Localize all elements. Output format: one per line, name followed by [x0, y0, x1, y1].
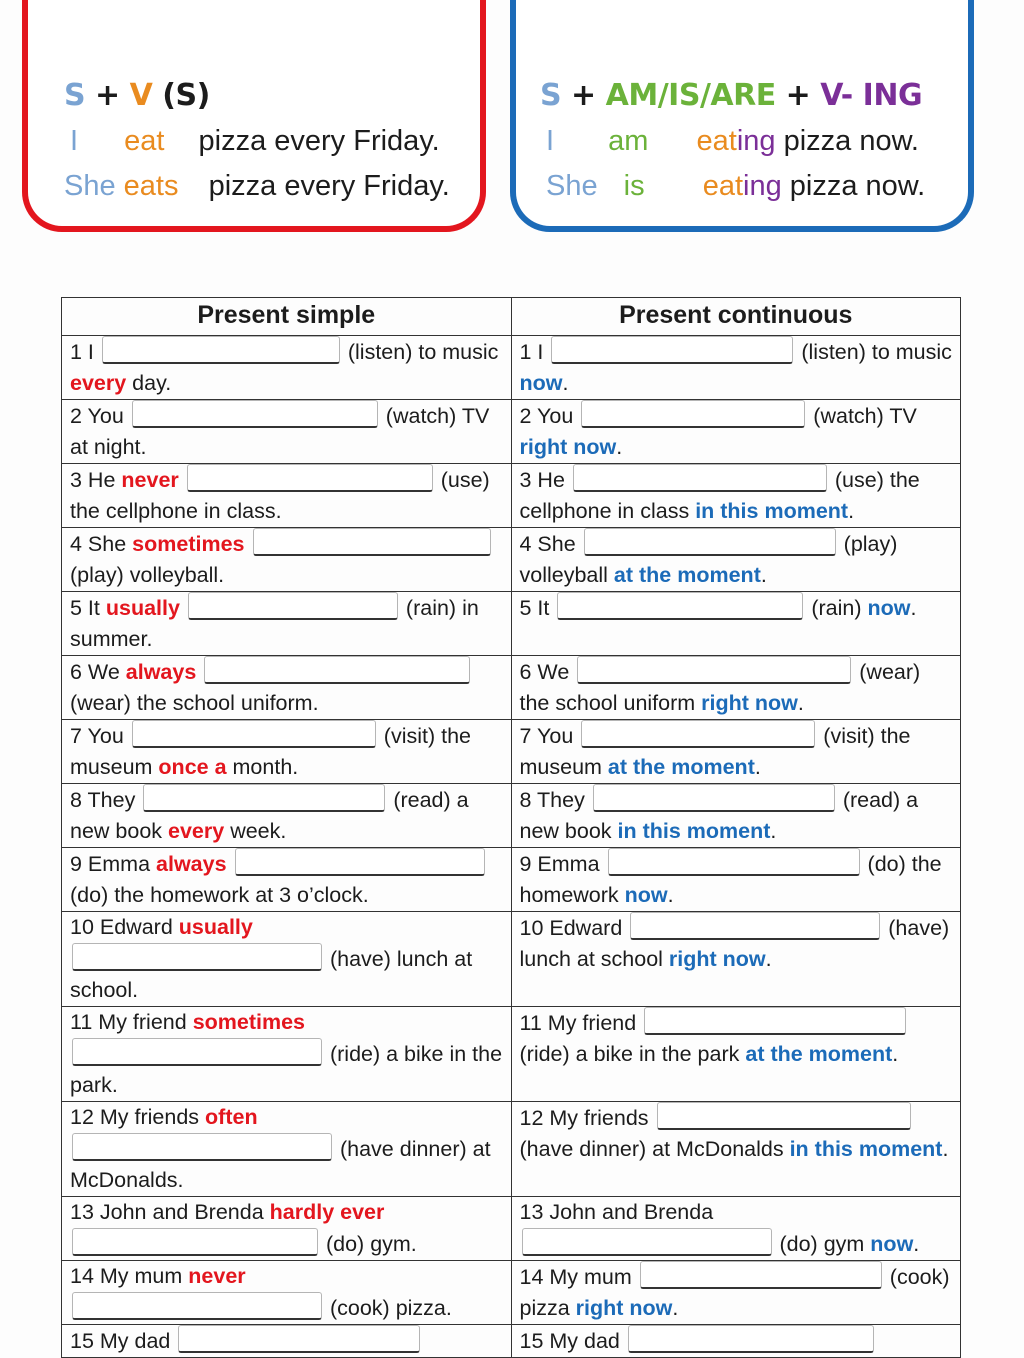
sentence-start: 5 It	[70, 596, 106, 620]
sentence-start: 6 We	[70, 660, 126, 684]
answer-input[interactable]	[132, 720, 376, 748]
sentence-end: .	[770, 819, 777, 843]
sentence-rest: (ride) a bike in the park.	[70, 1042, 503, 1097]
present-simple-cell	[62, 1007, 512, 1102]
sentence-start: 2 You	[519, 404, 574, 428]
sentence-middle: (watch) TV	[813, 404, 917, 428]
sentence-end: .	[562, 371, 569, 395]
answer-input[interactable]	[657, 1102, 911, 1130]
sentence-middle: (do) the homework	[519, 852, 942, 907]
sentence-end: .	[910, 596, 917, 620]
sentence-start: 15 My dad	[519, 1329, 620, 1353]
present-simple-cell	[62, 720, 512, 784]
sentence-end: .	[892, 1042, 899, 1066]
frequency-adverb: never	[121, 468, 179, 492]
frequency-adverb: never	[188, 1264, 246, 1288]
sentence-middle: (visit) the museum	[519, 724, 911, 779]
present-simple-cell	[62, 1261, 512, 1325]
table-row	[62, 336, 961, 400]
present-continuous-cell	[511, 720, 961, 784]
present-continuous-cell	[511, 912, 961, 1007]
answer-input[interactable]	[178, 1325, 420, 1353]
table-row	[62, 1325, 961, 1358]
present-continuous-cell	[511, 784, 961, 848]
present-simple-cell	[62, 912, 512, 1007]
sentence-start: 12 My friends	[70, 1105, 206, 1129]
time-expression: now	[624, 883, 668, 907]
sentence-middle: (have) lunch at school	[519, 916, 950, 971]
answer-input[interactable]	[235, 848, 485, 876]
answer-input[interactable]	[584, 528, 836, 556]
time-expression: in this moment	[617, 819, 771, 843]
present-simple-cell	[62, 400, 512, 464]
answer-input[interactable]	[551, 336, 793, 364]
time-expression: now	[867, 596, 911, 620]
answer-input[interactable]	[187, 464, 433, 492]
table-row	[62, 400, 961, 464]
present-simple-cell	[62, 336, 512, 400]
sentence-middle: (ride) a bike in the park	[519, 1042, 746, 1066]
sentence-start: 9 Emma	[519, 852, 600, 876]
sentence-end: .	[848, 499, 855, 523]
table-row	[62, 592, 961, 656]
example-1: I eat pizza every Friday.	[70, 125, 440, 157]
present-continuous-formula: S + AM/IS/ARE + V- ING	[540, 78, 923, 113]
table-row	[62, 1261, 961, 1325]
sentence-rest: (play) volleyball.	[70, 563, 225, 587]
frequency-adverb: once a	[158, 755, 227, 779]
sentence-middle: (read) a new book	[519, 788, 919, 843]
frequency-adverb: often	[205, 1105, 258, 1129]
answer-input[interactable]	[72, 1133, 332, 1161]
sentence-rest: (have dinner) at McDonalds.	[70, 1137, 491, 1192]
answer-input[interactable]	[522, 1228, 772, 1256]
answer-input[interactable]	[630, 912, 880, 940]
sentence-start: 1 I	[70, 340, 94, 364]
sentence-end: day.	[126, 371, 172, 395]
frequency-adverb: sometimes	[192, 1010, 306, 1034]
sentence-start: 10 Edward	[70, 915, 179, 939]
sentence-end: .	[760, 563, 767, 587]
answer-input[interactable]	[188, 592, 398, 620]
sentence-rest: (wear) the school uniform.	[70, 691, 319, 715]
present-simple-cell	[62, 464, 512, 528]
sentence-rest: (use) the cellphone in class.	[70, 468, 490, 523]
sentence-end: .	[616, 435, 623, 459]
sentence-start: 13 John and Brenda	[70, 1200, 270, 1224]
answer-input[interactable]	[557, 592, 803, 620]
table-row	[62, 848, 961, 912]
present-simple-cell	[62, 592, 512, 656]
answer-input[interactable]	[581, 400, 805, 428]
sentence-start: 11 My friend	[70, 1010, 193, 1034]
sentence-rest: (cook) pizza.	[329, 1296, 452, 1320]
sentence-middle: (wear) the school uniform	[519, 660, 921, 715]
table-row	[62, 784, 961, 848]
answer-input[interactable]	[204, 656, 470, 684]
answer-input[interactable]	[102, 336, 340, 364]
present-continuous-cell	[511, 1261, 961, 1325]
sentence-start: 2 You	[70, 404, 124, 428]
present-simple-cell	[62, 1102, 512, 1197]
sentence-middle: (rain)	[811, 596, 868, 620]
present-continuous-cell	[511, 464, 961, 528]
answer-input[interactable]	[72, 1292, 322, 1320]
present-continuous-cell	[511, 656, 961, 720]
frequency-adverb: every	[168, 819, 225, 843]
header-present-simple: Present simple	[62, 298, 512, 336]
sentence-middle: (have dinner) at McDonalds	[519, 1137, 790, 1161]
sentence-start: 9 Emma	[70, 852, 157, 876]
sentence-end: .	[942, 1137, 949, 1161]
sentence-middle: (play) volleyball	[519, 532, 898, 587]
sentence-middle: (read) a new book	[70, 788, 469, 843]
answer-input[interactable]	[608, 848, 860, 876]
sentence-middle: (do) gym	[779, 1232, 871, 1256]
answer-input[interactable]	[644, 1007, 906, 1035]
present-simple-cell	[62, 1325, 512, 1358]
present-continuous-cell	[511, 1197, 961, 1261]
sentence-start: 14 My mum	[70, 1264, 189, 1288]
answer-input[interactable]	[593, 784, 835, 812]
sentence-rest: (do) gym.	[325, 1232, 417, 1256]
sentence-start: 1 I	[519, 340, 544, 364]
sentence-start: 10 Edward	[519, 916, 623, 940]
sentence-start: 14 My mum	[519, 1265, 632, 1289]
sentence-start: 15 My dad	[70, 1329, 171, 1353]
time-expression: at the moment	[607, 755, 755, 779]
frequency-adverb: sometimes	[132, 532, 245, 556]
sentence-end: .	[754, 755, 761, 779]
time-expression: now	[519, 371, 563, 395]
time-expression: in this moment	[695, 499, 849, 523]
example-2: She eats pizza every Friday.	[64, 170, 450, 202]
table-row	[62, 528, 961, 592]
sentence-end: .	[913, 1232, 920, 1256]
time-expression: right now	[701, 691, 798, 715]
exercise-table	[61, 297, 961, 1358]
example-1: I am eating pizza now.	[546, 125, 919, 157]
present-simple-cell	[62, 528, 512, 592]
sentence-start: 11 My friend	[519, 1011, 637, 1035]
time-expression: at the moment	[745, 1042, 893, 1066]
sentence-start: 7 You	[70, 724, 124, 748]
answer-input[interactable]	[72, 1228, 318, 1256]
sentence-end: month.	[226, 755, 299, 779]
answer-input[interactable]	[577, 656, 851, 684]
sentence-start: 4 She	[519, 532, 576, 556]
frequency-adverb: hardly ever	[269, 1200, 385, 1224]
answer-input[interactable]	[253, 528, 491, 556]
header-present-continuous: Present continuous	[511, 298, 961, 336]
answer-input[interactable]	[132, 400, 378, 428]
table-row	[62, 1197, 961, 1261]
sentence-start: 8 They	[70, 788, 136, 812]
answer-input[interactable]	[72, 1038, 322, 1066]
present-simple-formula: S + V (S)	[64, 78, 210, 113]
sentence-start: 5 It	[519, 596, 550, 620]
sentence-start: 3 He	[70, 468, 122, 492]
sentence-start: 3 He	[519, 468, 565, 492]
answer-input[interactable]	[581, 720, 815, 748]
present-simple-cell	[62, 1197, 512, 1261]
sentence-start: 13 John and Brenda	[519, 1200, 714, 1224]
frequency-adverb: every	[70, 371, 127, 395]
present-simple-cell	[62, 848, 512, 912]
frequency-adverb: always	[125, 660, 197, 684]
sentence-end: .	[765, 947, 772, 971]
sentence-end: week.	[224, 819, 287, 843]
sentence-middle: (use) the cellphone in class	[519, 468, 920, 523]
example-2: She is eating pizza now.	[546, 170, 926, 202]
sentence-start: 7 You	[519, 724, 574, 748]
present-simple-cell	[62, 656, 512, 720]
table-row	[62, 656, 961, 720]
sentence-middle: (visit) the museum	[70, 724, 472, 779]
present-continuous-cell	[511, 400, 961, 464]
sentence-start: 12 My friends	[519, 1106, 649, 1130]
answer-input[interactable]	[628, 1325, 874, 1353]
sentence-rest: (rain) in summer.	[70, 596, 479, 651]
sentence-middle: (cook) pizza	[519, 1265, 950, 1320]
table-row	[62, 912, 961, 1007]
present-continuous-cell	[511, 528, 961, 592]
time-expression: right now	[575, 1296, 673, 1320]
sentence-end: .	[797, 691, 804, 715]
present-continuous-cell	[511, 1325, 961, 1358]
present-continuous-cell	[511, 848, 961, 912]
frequency-adverb: usually	[105, 596, 180, 620]
time-expression: right now	[668, 947, 766, 971]
present-continuous-cell	[511, 1007, 961, 1102]
table-row	[62, 464, 961, 528]
sentence-rest: (have) lunch at school.	[70, 947, 473, 1002]
time-expression: now	[870, 1232, 914, 1256]
present-continuous-cell	[511, 336, 961, 400]
answer-input[interactable]	[640, 1261, 882, 1289]
sentence-end: .	[667, 883, 674, 907]
present-continuous-cell	[511, 592, 961, 656]
present-continuous-formula-box	[510, 0, 974, 232]
present-continuous-cell	[511, 1102, 961, 1197]
sentence-middle: (listen) to music	[801, 340, 952, 364]
sentence-start: 6 We	[519, 660, 570, 684]
frequency-adverb: usually	[178, 915, 253, 939]
sentence-middle: (listen) to music	[347, 340, 499, 364]
answer-input[interactable]	[573, 464, 827, 492]
table-row	[62, 1007, 961, 1102]
answer-input[interactable]	[72, 943, 322, 971]
sentence-end: .	[672, 1296, 679, 1320]
table-row	[62, 1102, 961, 1197]
answer-input[interactable]	[143, 784, 385, 812]
present-simple-formula-box	[22, 0, 486, 232]
time-expression: in this moment	[789, 1137, 943, 1161]
present-simple-cell	[62, 784, 512, 848]
sentence-rest: (do) the homework at 3 o’clock.	[70, 883, 369, 907]
sentence-start: 4 She	[70, 532, 133, 556]
sentence-middle: (watch) TV at night.	[70, 404, 490, 459]
time-expression: right now	[519, 435, 617, 459]
frequency-adverb: always	[156, 852, 227, 876]
time-expression: at the moment	[613, 563, 761, 587]
sentence-start: 8 They	[519, 788, 585, 812]
table-row	[62, 720, 961, 784]
